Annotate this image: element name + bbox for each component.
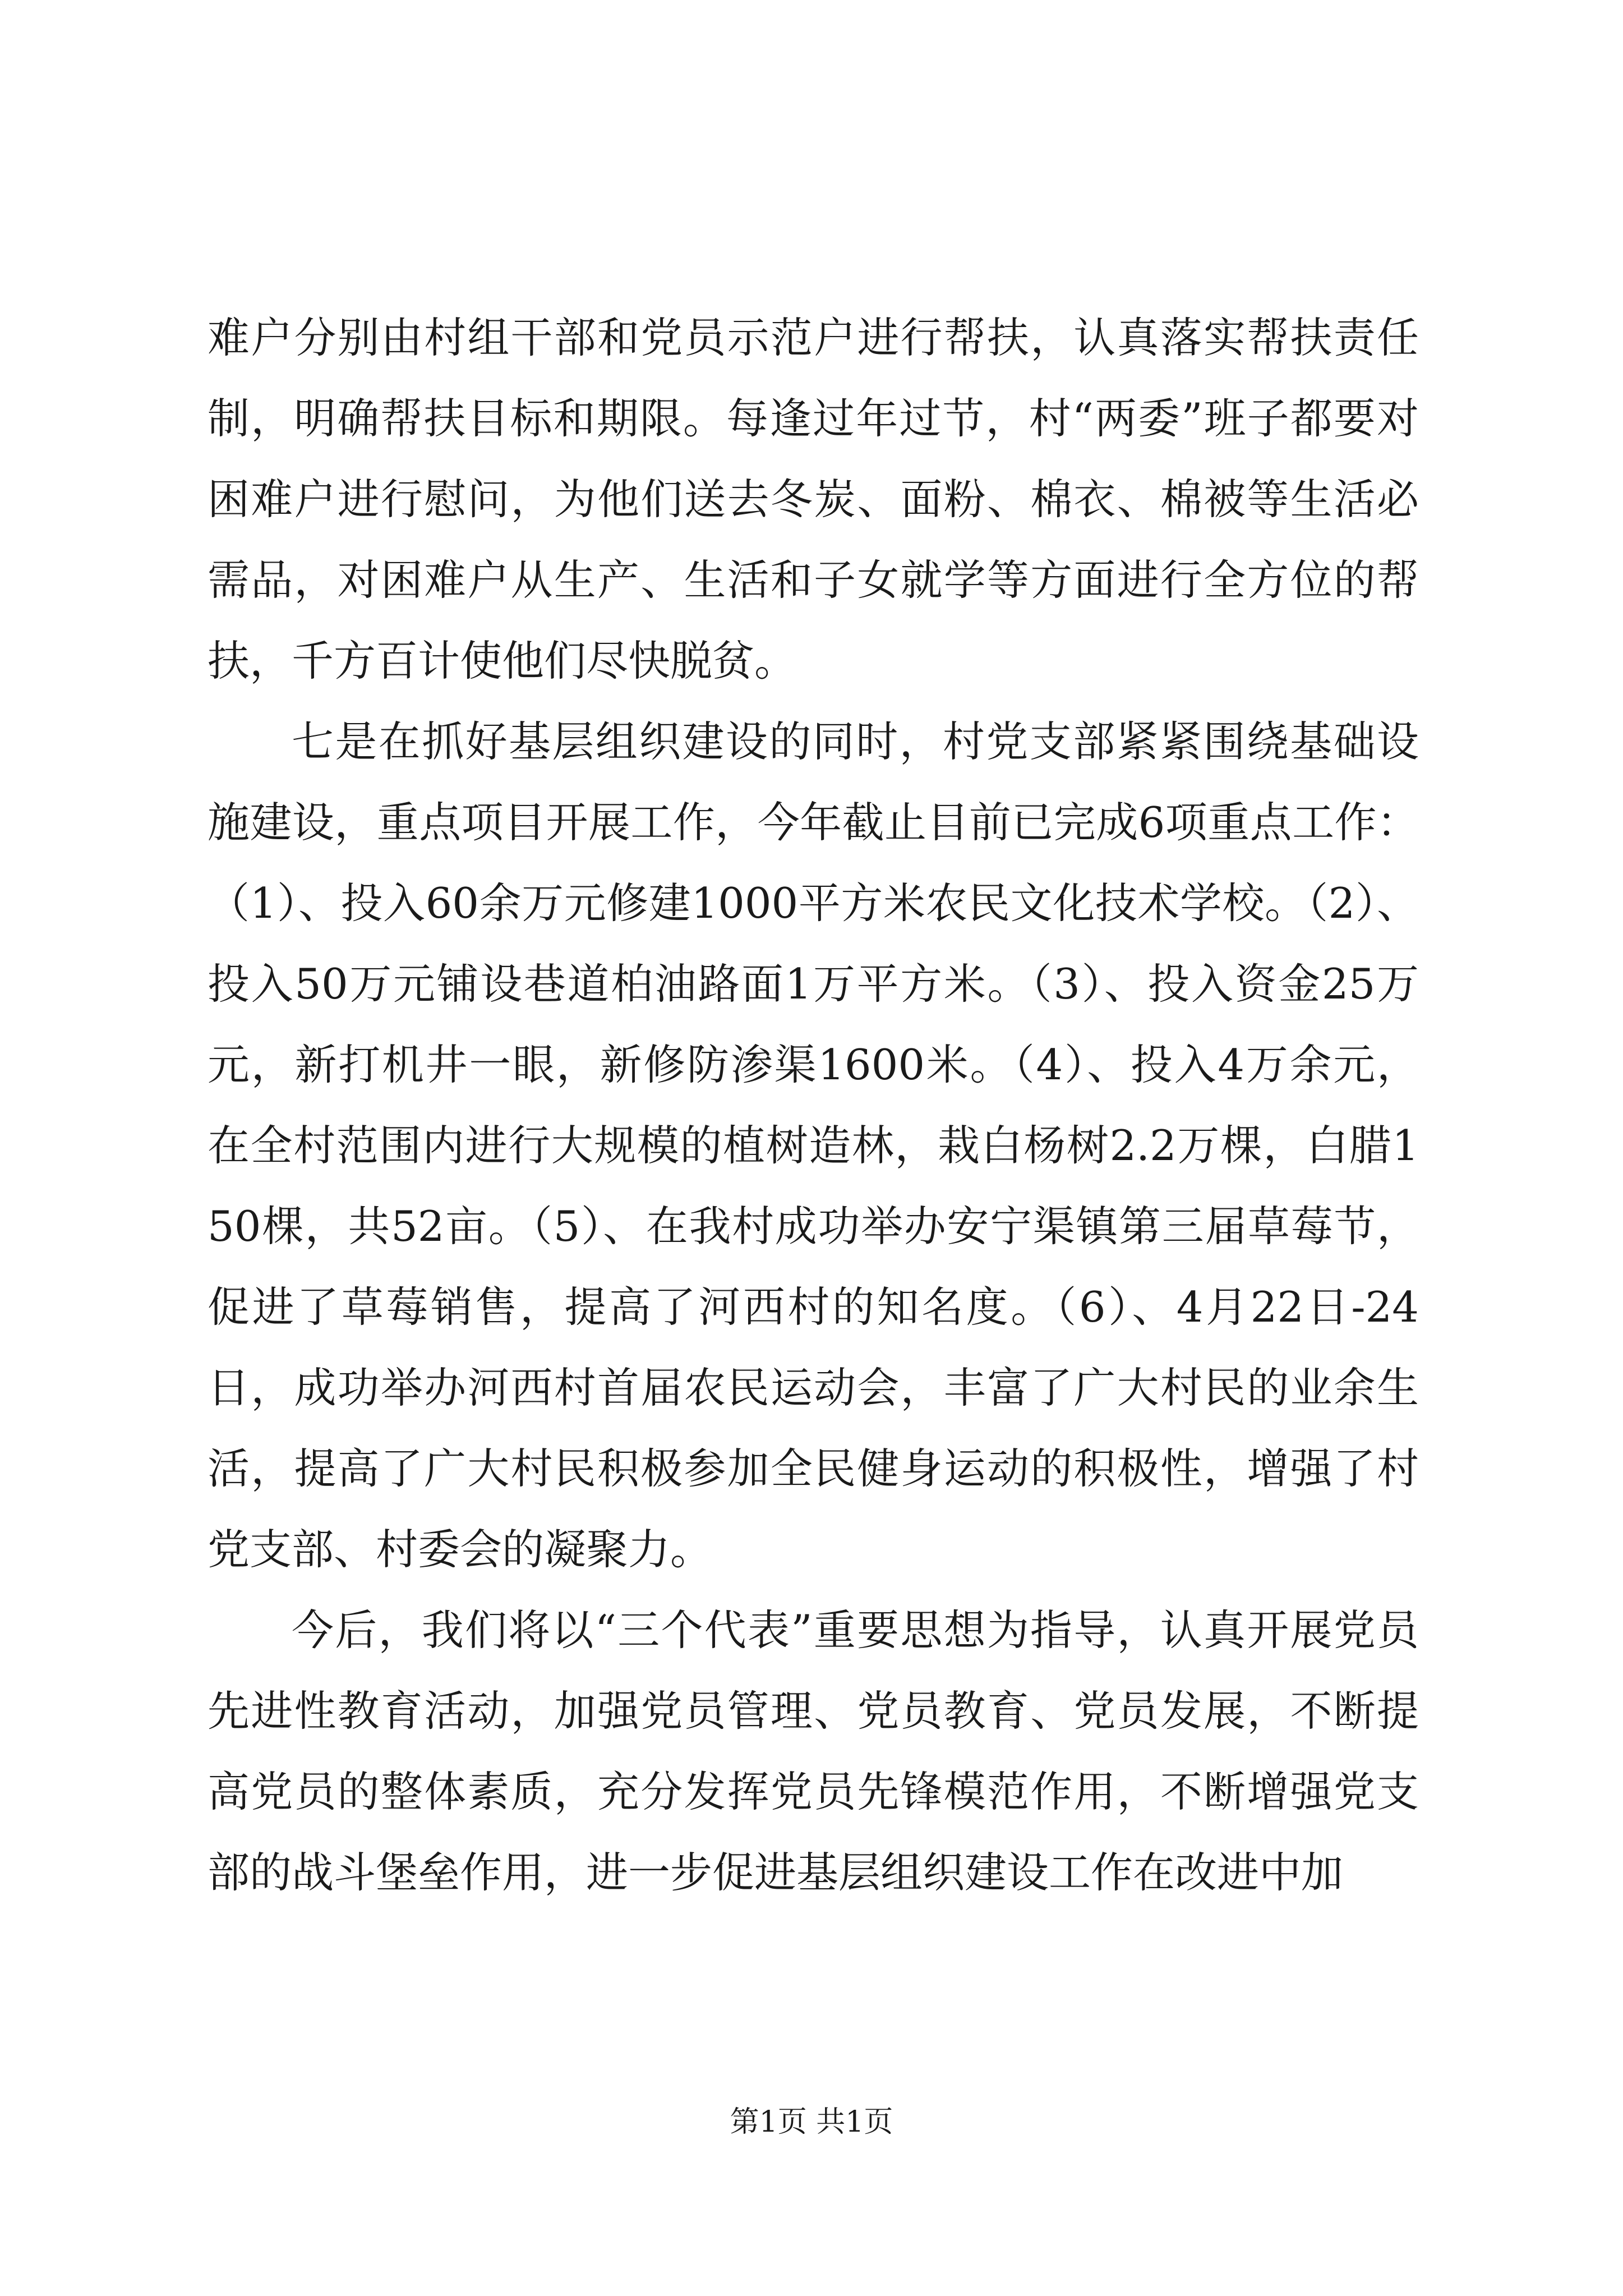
paragraph-poverty-assistance: 难户分别由村组干部和党员示范户进行帮扶，认真落实帮扶责任制，明确帮扶目标和期限。每逢过年过节，村“两委”班子都要对困难户进行慰问，为他们送去冬炭、面粉、棉衣、棉被等生活必需品，对困难户从生产、生活和子女就学等方面进行全方位的帮扶，千方百计使他们尽快脱贫。 — [208, 313, 1419, 685]
page-number-footer: 第1页 共1页 — [730, 2105, 893, 2139]
paragraph-infrastructure-projects: 七是在抓好基层组织建设的同时，村党支部紧紧围绕基础设施建设，重点项目开展工作，今年截止目前已完成6项重点工作：（1）、投入60余万元修建1000平方米农民文化技术学校。（2）、投入50万元铺设巷道柏油路面1万平方米。（3）、投入资金25万元，新打机井一眼，新修防渗渠1600米。（4）、投入4万余元，在全村范围内进行大规模的植树造林，栽白杨树2.2万棵，白腊150棵，共52亩。（5）、在我村成功举办安宁渠镇第三届草莓节，促进了草莓销售，提高了河西村的知名度。（6）、4月22日-24日，成功举办河西村首届农民运动会，丰富了广大村民的业余生活，提高了广大村民积极参加全民健身运动的积极性，增强了村党支部、村委会的凝聚力。 — [208, 717, 1419, 1574]
document-body — [208, 297, 1419, 1913]
paragraph-future-plans: 今后，我们将以“三个代表”重要思想为指导，认真开展党员先进性教育活动，加强党员管理、党员教育、党员发展，不断提高党员的整体素质，充分发挥党员先锋模范作用，不断增强党支部的战斗堡垒作用，进一步促进基层组织建设工作在改进中加 — [208, 1605, 1419, 1897]
